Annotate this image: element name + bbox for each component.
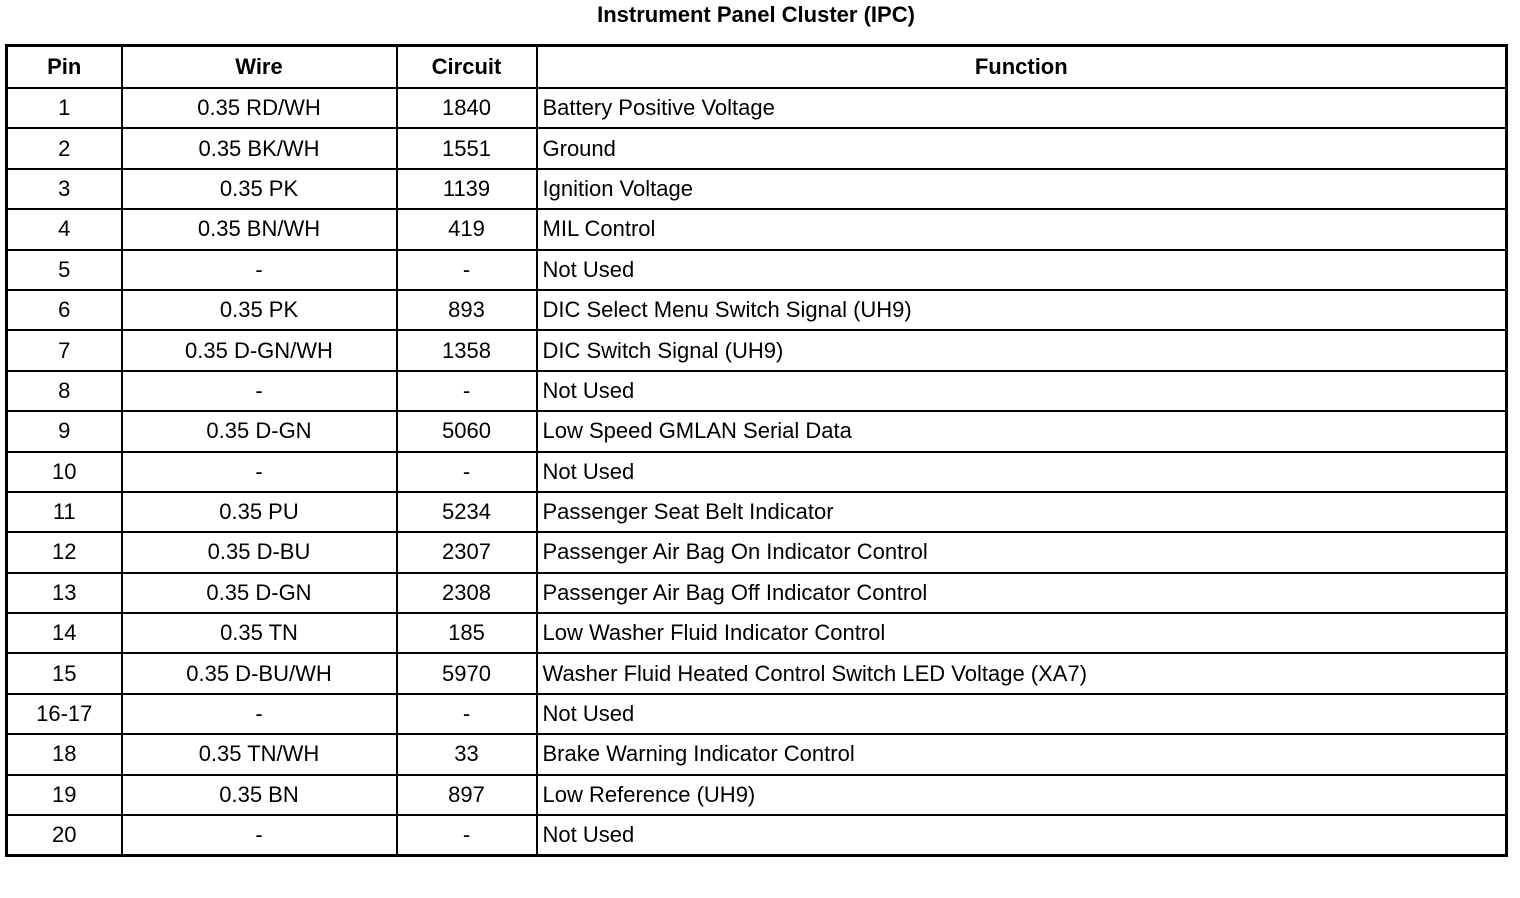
function-cell: Passenger Seat Belt Indicator [537,492,1507,532]
function-cell: Low Speed GMLAN Serial Data [537,411,1507,451]
column-header-wire: Wire [122,46,397,89]
circuit-cell: 2307 [397,532,537,572]
circuit-cell: 33 [397,734,537,774]
function-cell: Not Used [537,371,1507,411]
function-cell: Washer Fluid Heated Control Switch LED Voltage (XA7) [537,653,1507,693]
function-cell: Low Washer Fluid Indicator Control [537,613,1507,653]
wire-cell: 0.35 PU [122,492,397,532]
function-cell: DIC Switch Signal (UH9) [537,330,1507,370]
table-row [7,330,1507,370]
wire-cell: - [122,452,397,492]
table-row [7,734,1507,774]
table-row [7,573,1507,613]
table-row [7,411,1507,451]
function-cell: Low Reference (UH9) [537,775,1507,815]
function-cell: Passenger Air Bag Off Indicator Control [537,573,1507,613]
pin-cell: 7 [7,330,122,370]
wire-cell: 0.35 TN [122,613,397,653]
table-row [7,775,1507,815]
table-row [7,371,1507,411]
pin-cell: 15 [7,653,122,693]
function-cell: Passenger Air Bag On Indicator Control [537,532,1507,572]
column-header-circuit: Circuit [397,46,537,89]
wire-cell: 0.35 PK [122,290,397,330]
table-row [7,452,1507,492]
pin-cell: 6 [7,290,122,330]
circuit-cell: 5060 [397,411,537,451]
wire-cell: - [122,371,397,411]
wire-cell: 0.35 D-BU [122,532,397,572]
circuit-cell: - [397,815,537,856]
pin-cell: 13 [7,573,122,613]
circuit-cell: 893 [397,290,537,330]
circuit-cell: 1358 [397,330,537,370]
circuit-cell: 5970 [397,653,537,693]
circuit-cell: 1551 [397,128,537,168]
table-row [7,815,1507,856]
table-row [7,492,1507,532]
pin-cell: 12 [7,532,122,572]
function-cell: Not Used [537,452,1507,492]
function-cell: Not Used [537,694,1507,734]
table-row [7,169,1507,209]
pin-cell: 10 [7,452,122,492]
pin-cell: 9 [7,411,122,451]
function-cell: DIC Select Menu Switch Signal (UH9) [537,290,1507,330]
function-cell: Not Used [537,250,1507,290]
table-row [7,250,1507,290]
function-cell: Ignition Voltage [537,169,1507,209]
wire-cell: 0.35 BN/WH [122,209,397,249]
pin-cell: 19 [7,775,122,815]
wire-cell: 0.35 D-GN [122,573,397,613]
wire-cell: 0.35 TN/WH [122,734,397,774]
circuit-cell: 2308 [397,573,537,613]
wire-cell: 0.35 BK/WH [122,128,397,168]
wire-cell: 0.35 PK [122,169,397,209]
function-cell: Not Used [537,815,1507,856]
wire-cell: - [122,694,397,734]
wire-cell: - [122,250,397,290]
wire-cell: 0.35 D-GN [122,411,397,451]
table-row [7,128,1507,168]
circuit-cell: 1840 [397,88,537,128]
circuit-cell: - [397,250,537,290]
pin-cell: 2 [7,128,122,168]
wire-cell: 0.35 D-BU/WH [122,653,397,693]
table-header [7,46,1507,89]
circuit-cell: - [397,371,537,411]
function-cell: MIL Control [537,209,1507,249]
wire-cell: - [122,815,397,856]
table-row [7,290,1507,330]
pin-cell: 20 [7,815,122,856]
circuit-cell: 185 [397,613,537,653]
circuit-cell: - [397,694,537,734]
pin-cell: 4 [7,209,122,249]
circuit-cell: 5234 [397,492,537,532]
table-row [7,532,1507,572]
wire-cell: 0.35 RD/WH [122,88,397,128]
wire-cell: 0.35 D-GN/WH [122,330,397,370]
pin-cell: 11 [7,492,122,532]
table-row [7,209,1507,249]
circuit-cell: 897 [397,775,537,815]
function-cell: Brake Warning Indicator Control [537,734,1507,774]
circuit-cell: - [397,452,537,492]
wire-cell: 0.35 BN [122,775,397,815]
pin-cell: 18 [7,734,122,774]
circuit-cell: 419 [397,209,537,249]
circuit-cell: 1139 [397,169,537,209]
pin-cell: 3 [7,169,122,209]
pin-cell: 14 [7,613,122,653]
header-row [7,46,1507,89]
table-body [7,88,1507,856]
function-cell: Battery Positive Voltage [537,88,1507,128]
pin-cell: 5 [7,250,122,290]
table-row [7,613,1507,653]
pin-cell: 8 [7,371,122,411]
connector-pinout-table [5,44,1508,857]
column-header-pin: Pin [7,46,122,89]
function-cell: Ground [537,128,1507,168]
column-header-function: Function [537,46,1507,89]
table-row [7,88,1507,128]
table-row [7,694,1507,734]
pin-cell: 1 [7,88,122,128]
page-title: Instrument Panel Cluster (IPC) [597,2,915,27]
table-row [7,653,1507,693]
pin-cell: 16-17 [7,694,122,734]
